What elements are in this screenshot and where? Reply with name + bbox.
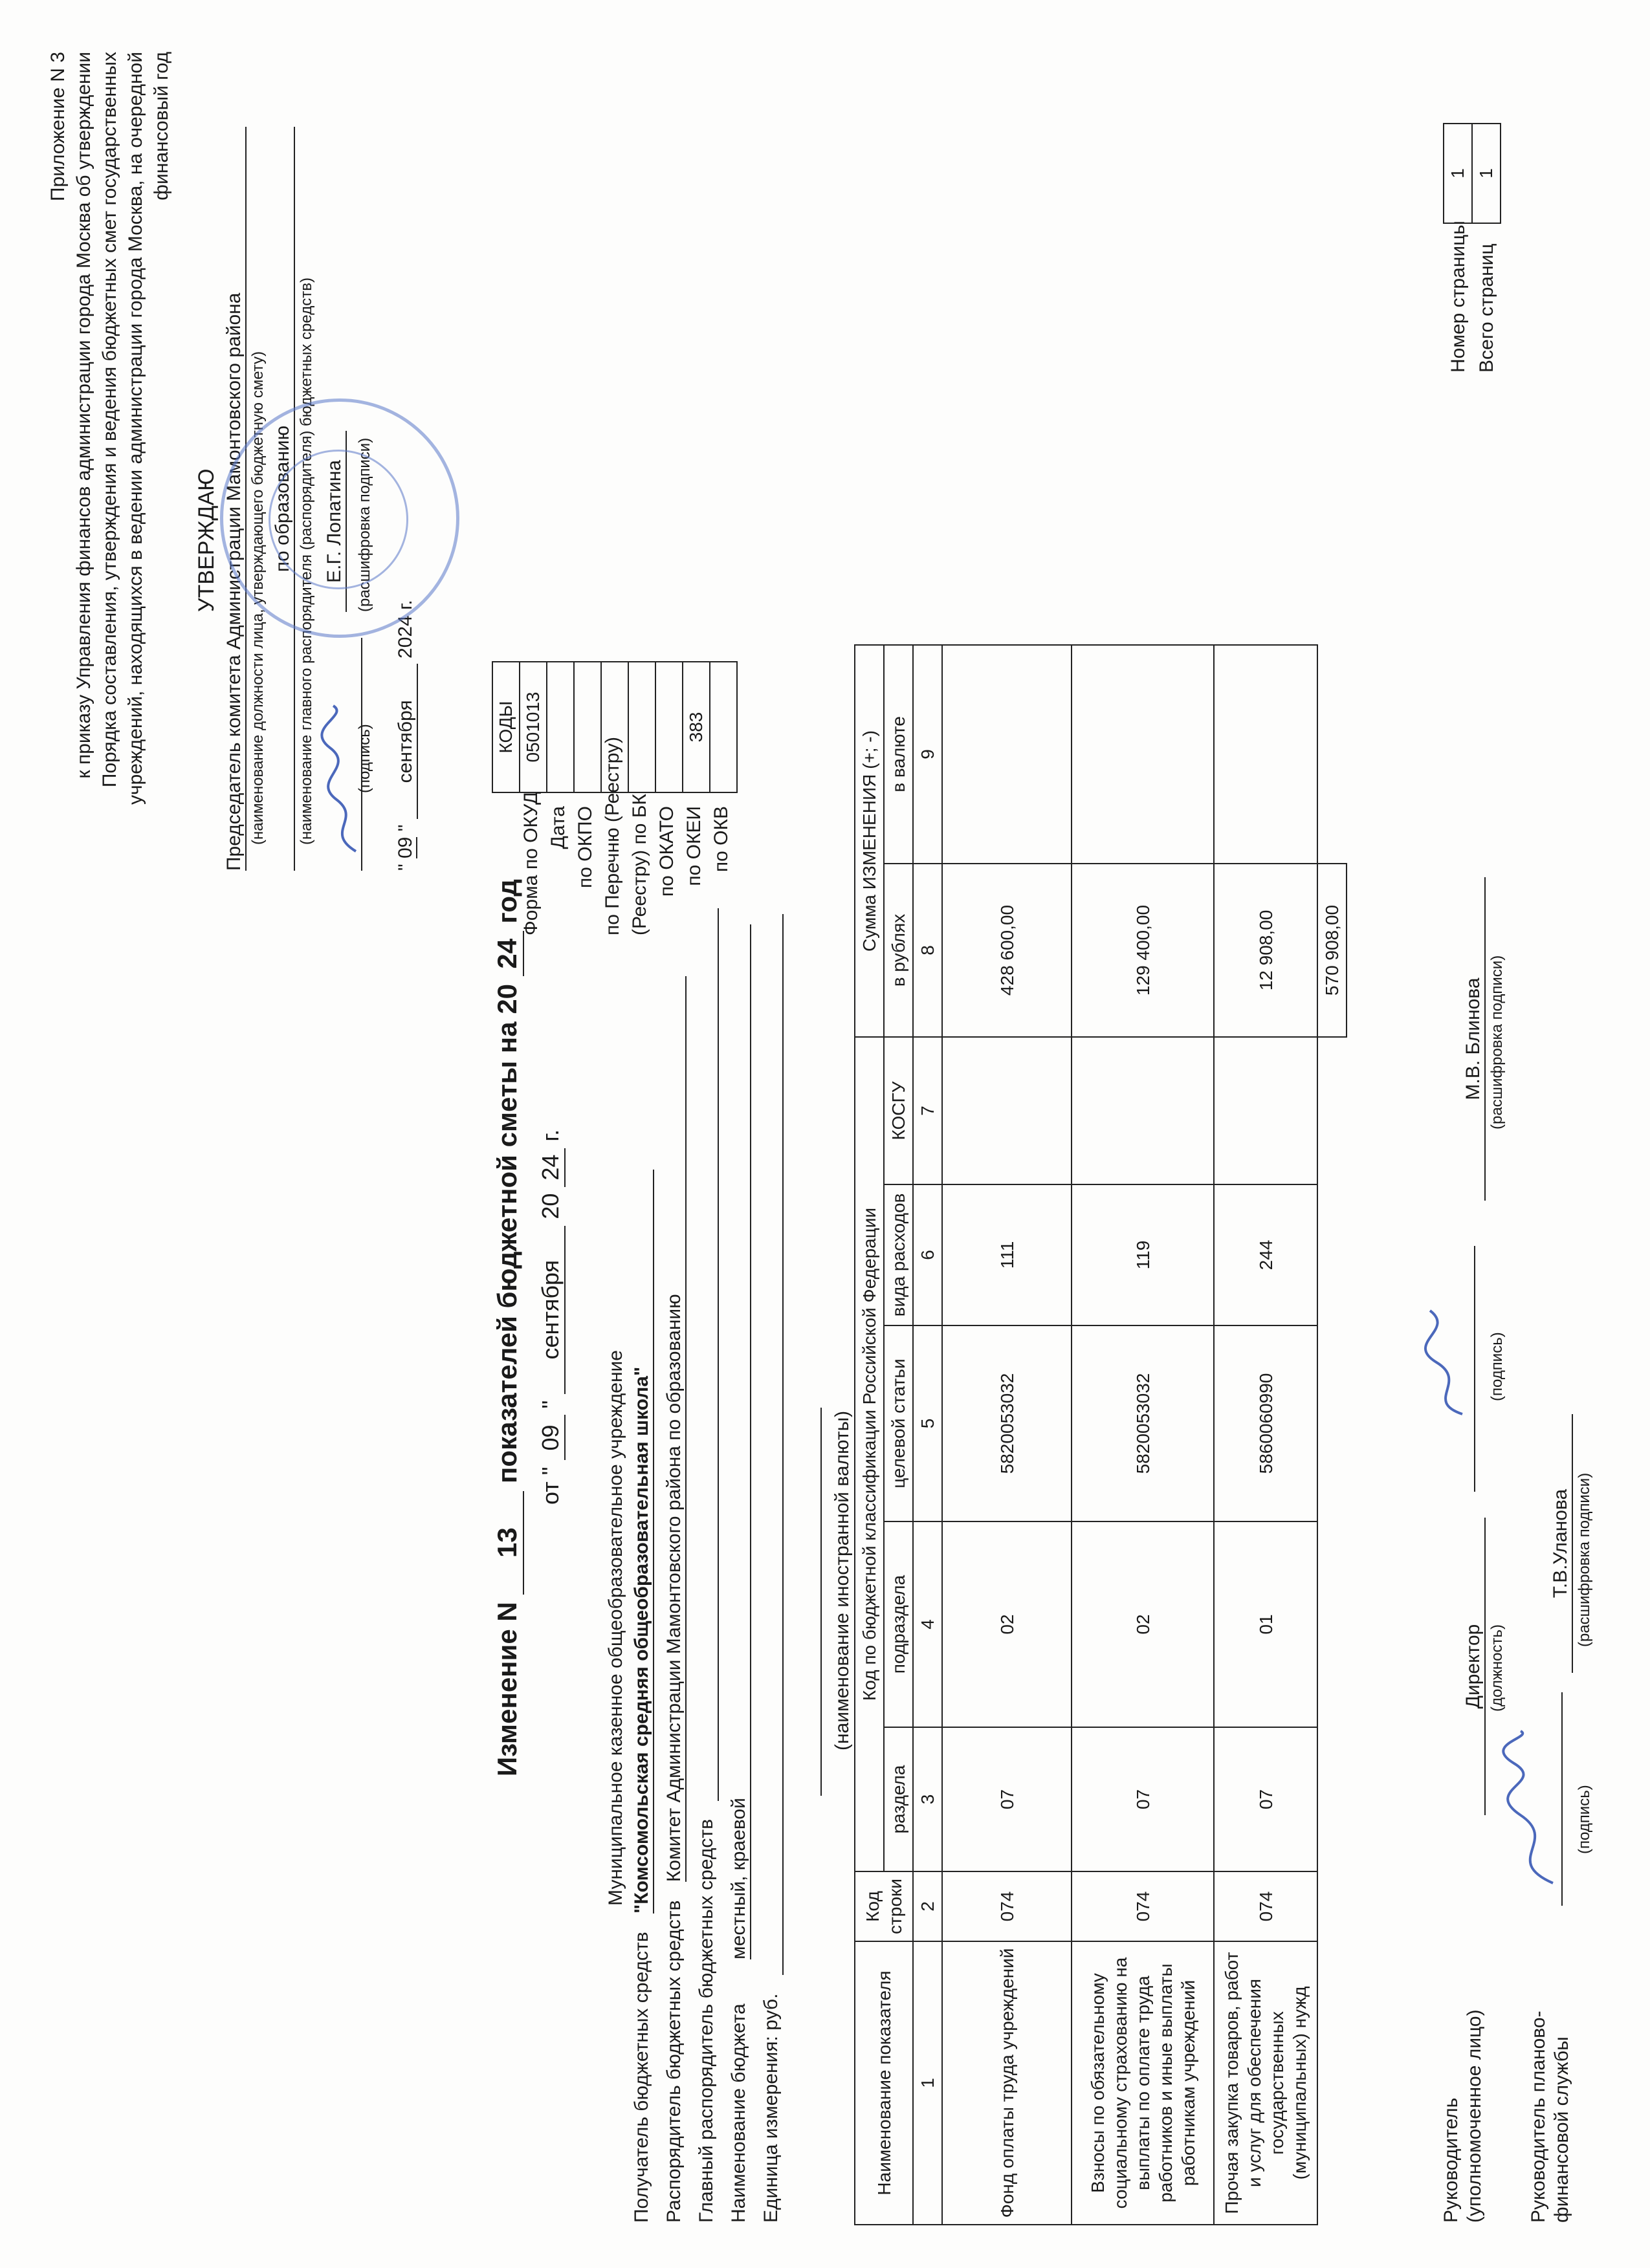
approve-signer-name: Е.Г. Лопатина <box>324 431 347 612</box>
fin-name: Т.В.Уланова <box>1550 1414 1573 1673</box>
code-label: по Перечню (Реестру) <box>602 736 623 935</box>
col-header-sum: Сумма ИЗМЕНЕНИЯ (+; -) <box>855 645 884 1037</box>
code-value <box>601 662 628 792</box>
col-header-kbk: Код по бюджетной классификации Российской Федерации <box>855 1037 884 1871</box>
row-razdel: 07 <box>1214 1727 1317 1871</box>
page-total-label: Всего страниц <box>1476 243 1497 373</box>
codes-table <box>492 661 520 793</box>
total-spacer-2 <box>1317 645 1347 864</box>
manager-value: Комитет Администрации Мамонтовского района по образованию <box>663 976 687 1882</box>
head-label-1: Руководитель <box>1440 2097 1462 2223</box>
col-number: 6 <box>913 1184 942 1325</box>
title-year: 24 <box>492 931 524 976</box>
code-label: Форма по ОКУД <box>520 791 542 935</box>
row-code: 074 <box>1214 1871 1317 1941</box>
unit-value: руб. <box>760 1993 782 2031</box>
title-prefix: Изменение N <box>492 1602 522 1776</box>
row-rub: 428 600,00 <box>942 864 1072 1037</box>
code-value <box>710 662 737 792</box>
currency-line <box>809 1408 822 1796</box>
code-label: по ОКВ <box>710 806 732 873</box>
table-row <box>1072 645 1214 2225</box>
budget-label: Наименование бюджета <box>728 2003 749 2223</box>
title-suffix: год <box>492 878 522 924</box>
table-number-row <box>913 645 942 2225</box>
heading-from-quote: " <box>537 1400 564 1409</box>
row-vr: 119 <box>1072 1184 1214 1325</box>
col-header-code: Код строки <box>855 1871 913 1941</box>
row-cs: 5860060990 <box>1214 1325 1317 1521</box>
code-value: 383 <box>683 662 710 792</box>
code-label: по ОКПО <box>575 806 596 888</box>
appendix-line: к приказу Управления финансов администрации города Москва об утверждении <box>73 52 94 779</box>
heading-year-suffix: г. <box>537 1129 564 1142</box>
appendix-line: Приложение N 3 <box>47 52 69 201</box>
pages-labels <box>1444 221 1501 373</box>
codes-values <box>519 661 738 793</box>
col-number: 5 <box>913 1325 942 1521</box>
recipient-row <box>631 1170 654 2223</box>
heading-day: 09 <box>537 1415 566 1460</box>
row-val <box>1214 645 1317 864</box>
title-text: показателей бюджетной сметы на 20 <box>492 983 522 1483</box>
row-vr: 244 <box>1214 1184 1317 1325</box>
head-signature-caption: (подпись) <box>1488 1332 1506 1401</box>
head-name: М.В. Блинова <box>1462 877 1486 1201</box>
head-position-caption: (должность) <box>1488 1624 1506 1712</box>
recipient-value: "Комсомольская средняя общеобразовательная школа" <box>631 1170 654 1914</box>
code-value <box>628 662 655 792</box>
appendix-line: учреждений, находящихся в ведении администрации города Москва, на очередной <box>125 52 146 805</box>
page-number-value: 1 <box>1444 124 1472 223</box>
row-rub: 12 908,00 <box>1214 864 1317 1037</box>
fin-signature-caption: (подпись) <box>1576 1785 1593 1854</box>
total-spacer <box>1317 1037 1347 2225</box>
col-header-cs: целевой статьи <box>884 1325 913 1521</box>
row-name: Прочая закупка товаров, работ и услуг для обеспечения государственных (муниципальных) нужд <box>1214 1941 1317 2225</box>
fin-label <box>1527 2011 1574 2223</box>
unit-row <box>760 914 784 2223</box>
appendix-block <box>45 52 175 805</box>
chief-label: Главный распорядитель бюджетных средств <box>696 1818 717 2223</box>
approve-date-month: сентября <box>395 664 418 819</box>
fin-signature-image <box>1495 1725 1566 1893</box>
code-value <box>574 662 601 792</box>
code-label: Дата <box>547 806 569 849</box>
manager-row <box>663 976 687 2223</box>
heading-year-prefix: 20 <box>537 1193 564 1219</box>
code-value <box>655 662 683 792</box>
head-signature-image <box>1411 1298 1475 1427</box>
row-name: Фонд оплаты труда учреждений <box>942 1941 1072 2225</box>
head-position: Директор <box>1462 1518 1486 1815</box>
row-val <box>1072 645 1214 864</box>
col-header-kosgu: КОСГУ <box>884 1037 913 1184</box>
appendix-line: финансовый год <box>151 52 172 201</box>
col-header-val: в валюте <box>884 645 913 864</box>
row-val <box>942 645 1072 864</box>
row-razdel: 07 <box>942 1727 1072 1871</box>
approve-position-caption: (наименование должности лица, утверждающего бюджетную смету) <box>249 351 267 845</box>
col-header-podrazdel: подраздела <box>884 1521 913 1727</box>
row-kosgu <box>942 1037 1072 1184</box>
head-label-2: (уполномоченное лицо) <box>1464 2009 1485 2223</box>
heading-year: 24 <box>537 1148 566 1187</box>
heading-date <box>537 1129 566 1505</box>
row-kosgu <box>1072 1037 1214 1184</box>
row-podrazdel: 02 <box>942 1521 1072 1727</box>
row-name: Взносы по обязательному социальному страхованию на выплаты по оплате труда работников и иные выплаты работникам учреждений <box>1072 1941 1214 2225</box>
total-value: 570 908,00 <box>1317 864 1347 1037</box>
unit-label: Единица измерения: <box>760 2036 782 2223</box>
approve-org-caption: (наименование главного распорядителя (распорядителя) бюджетных средств) <box>298 278 315 845</box>
manager-label: Распорядитель бюджетных средств <box>663 1900 685 2223</box>
row-cs: 5820053032 <box>942 1325 1072 1521</box>
pages-table <box>1443 123 1501 224</box>
institution-type: Муниципальное казенное общеобразовательное учреждение <box>605 1350 626 1906</box>
approve-name-caption: (расшифровка подписи) <box>356 437 373 612</box>
col-number: 9 <box>913 645 942 864</box>
col-header-rub: в рублях <box>884 864 913 1037</box>
code-label: по ОКАТО <box>656 806 677 897</box>
approve-signature-image <box>317 703 369 858</box>
row-kosgu <box>1214 1037 1317 1184</box>
page-number-label: Номер страницы <box>1447 221 1469 373</box>
col-header-name: Наименование показателя <box>855 1941 913 2225</box>
approve-title: УТВЕРЖДАЮ <box>194 468 219 612</box>
approve-date-year: 2024 г. <box>395 600 416 659</box>
approve-position-2: по образованию <box>272 127 295 871</box>
budget-value: местный, краевой <box>728 924 751 1959</box>
approve-date: " 09 " сентября 2024 г. <box>395 600 418 871</box>
col-number: 1 <box>913 1941 942 2225</box>
approve-position: Председатель комитета Администрации Мамонтовского района <box>223 127 247 871</box>
row-cs: 5820053032 <box>1072 1325 1214 1521</box>
row-rub: 129 400,00 <box>1072 864 1214 1037</box>
col-header-vr: вида расходов <box>884 1184 913 1325</box>
row-podrazdel: 02 <box>1072 1521 1214 1727</box>
recipient-label: Получатель бюджетных средств <box>631 1932 652 2223</box>
col-header-razdel: раздела <box>884 1727 913 1871</box>
appendix-line: Порядка составления, утверждения и ведения бюджетных смет государственных <box>99 52 120 788</box>
chief-row <box>696 908 719 2223</box>
fin-label-1: Руководитель планово- <box>1528 2011 1549 2223</box>
currency-caption: (наименование иностранной валюты) <box>831 1410 853 1750</box>
unit-line <box>760 914 784 1975</box>
page-total-value: 1 <box>1472 124 1501 223</box>
code-value: 0501013 <box>520 662 547 792</box>
code-label: по ОКЕИ <box>683 806 705 886</box>
head-label <box>1440 2009 1486 2223</box>
official-stamp <box>220 398 459 638</box>
row-podrazdel: 01 <box>1214 1521 1317 1727</box>
heading-month: сентября <box>537 1226 566 1394</box>
head-name-caption: (расшифровка подписи) <box>1488 955 1506 1129</box>
stamp-inner-ring <box>269 450 408 589</box>
codes-header: КОДЫ <box>492 662 520 792</box>
budget-table <box>854 644 1347 2225</box>
approve-signature-caption: (подпись) <box>356 724 373 793</box>
row-vr: 111 <box>942 1184 1072 1325</box>
col-number: 7 <box>913 1037 942 1184</box>
chief-value-line <box>696 908 719 1801</box>
approve-date-day: 09 <box>395 836 416 859</box>
row-razdel: 07 <box>1072 1727 1214 1871</box>
heading-from-prefix: от " <box>537 1467 564 1505</box>
col-number: 2 <box>913 1871 942 1941</box>
table-total-row <box>1317 645 1347 2225</box>
table-row <box>1214 645 1317 2225</box>
code-value <box>547 662 574 792</box>
fin-label-2: финансовой службы <box>1551 2036 1572 2223</box>
title-number: 13 <box>492 1491 524 1595</box>
fin-name-caption: (расшифровка подписи) <box>1576 1472 1593 1647</box>
budget-row <box>728 924 751 2223</box>
col-number: 3 <box>913 1727 942 1871</box>
table-row <box>942 645 1072 2225</box>
code-label: (Реестру) по БК <box>629 794 650 935</box>
col-number: 4 <box>913 1521 942 1727</box>
row-code: 074 <box>942 1871 1072 1941</box>
col-number: 8 <box>913 864 942 1037</box>
row-code: 074 <box>1072 1871 1214 1941</box>
page-title <box>492 879 524 1776</box>
